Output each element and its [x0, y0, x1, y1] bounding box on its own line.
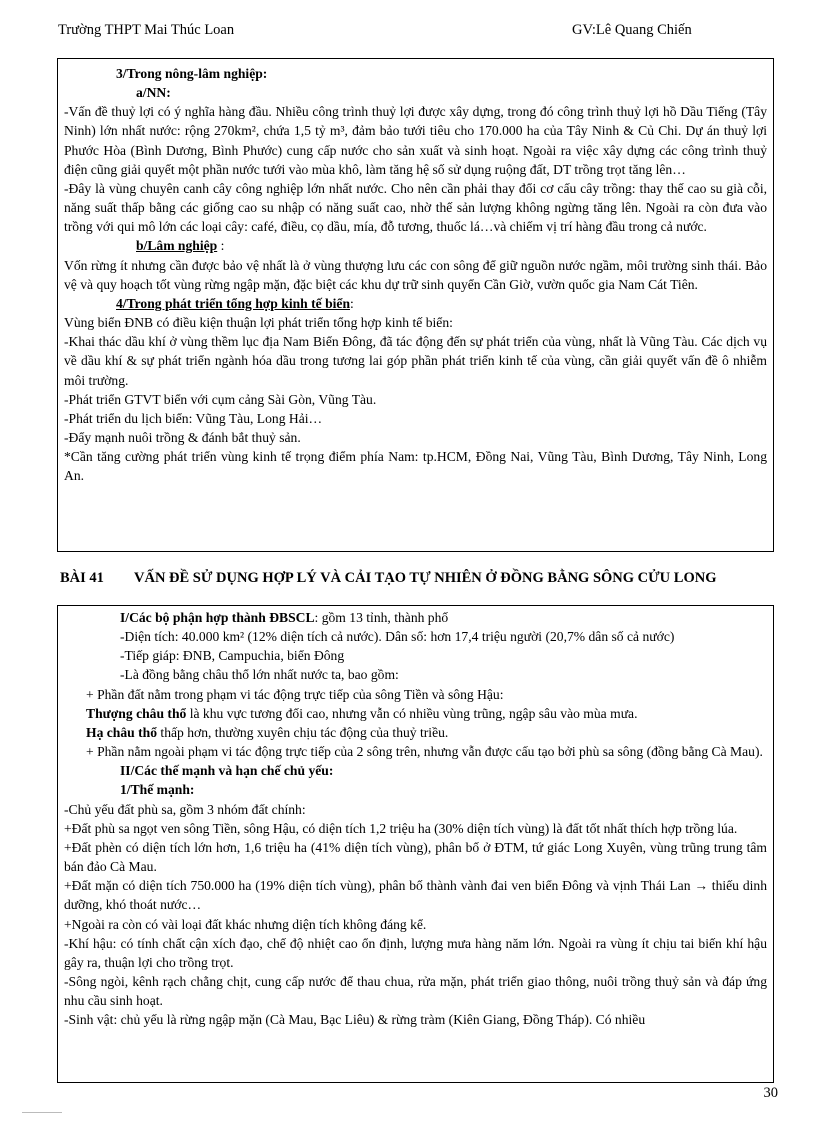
paragraph: -Sông ngòi, kênh rạch chằng chịt, cung cấp nước để thau chua, rửa mặn, phát triển giao thông, nuôi trồng thuỷ sản và đáp ứng nhu cầu sinh hoạt.	[64, 973, 767, 1009]
header-school: Trường THPT Mai Thúc Loan	[58, 22, 235, 38]
paragraph: +Ngoài ra còn có vài loại đất khác nhưng diện tích không đáng kể.	[64, 916, 427, 932]
section-heading-agriculture: 3/Trong nông-lâm nghiệp:	[116, 66, 268, 81]
subheading-forestry-colon: :	[217, 238, 225, 254]
list-item: + Phần nằm ngoài phạm vi tác động trực tiếp của 2 sông trên, nhưng vẫn được cấu tạo bởi phù sa sông (đồng bằng Cà Mau).	[86, 744, 763, 760]
paragraph: -Vấn đề thuỷ lợi có ý nghĩa hàng đầu. Nhiều công trình thuỷ lợi được xây dựng, trong đó công trình thuỷ lợi hồ Dầu Tiếng (Tây Ninh) lớn nhất nước: rộng 270km², chứa 1,5 tỷ m³, đảm bảo tưới tiêu cho 170.000 ha của Tây Ninh & Củ Chi. Dự án thuỷ lợi Phước Hòa (Bình Dương, Bình Phước) cung cấp nước cho sản xuất và sinh hoạt. Ngoài ra việc xây dựng các công trình thuỷ điện cũng giải quyết một phần nước tưới vào mùa khô, làm tăng hệ số sử dụng ruộng đất, DT trồng trọt tăng lên…	[64, 104, 767, 177]
list-item	[64, 723, 767, 742]
paragraph: +Đất phù sa ngọt ven sông Tiền, sông Hậu, có diện tích 1,2 triệu ha (30% diện tích vùng) là đất tốt nhất thích hợp trồng lúa.	[64, 820, 738, 836]
paragraph: -Đẩy mạnh nuôi trồng & đánh bắt thuỷ sản.	[64, 429, 301, 445]
list-item: -Diện tích: 40.000 km² (12% diện tích cả nước). Dân số: hơn 17,4 triệu người (20,7% dân số cả nước)	[120, 629, 675, 645]
term-upper-delta: Thượng châu thổ	[86, 705, 187, 721]
section-heading-strengths: II/Các thế mạnh và hạn chế chủ yếu:	[120, 763, 334, 779]
list-item: -Là đồng bằng châu thổ lớn nhất nước ta, bao gồm:	[120, 667, 399, 683]
content-box-mekong	[57, 605, 774, 1083]
section-heading-marine-colon: :	[350, 295, 354, 311]
list-item: -Tiếp giáp: ĐNB, Campuchia, biển Đông	[120, 648, 345, 664]
paragraph: -Sinh vật: chủ yếu là rừng ngập mặn (Cà Mau, Bạc Liêu) & rừng tràm (Kiên Giang, Đồng Tháp). Có nhiều	[64, 1012, 646, 1028]
subheading-forestry	[64, 236, 767, 255]
lesson-title-text: VẤN ĐỀ SỬ DỤNG HỢP LÝ VÀ CẢI TẠO TỰ NHIÊN Ở ĐỒNG BẰNG SÔNG CỬU LONG	[134, 570, 717, 586]
lesson-number: BÀI 41	[60, 570, 104, 586]
subheading-strengths: 1/Thế mạnh:	[120, 782, 195, 798]
header-teacher: GV:Lê Quang Chiến	[572, 22, 692, 38]
section-heading-components-rest: : gồm 13 tỉnh, thành phố	[314, 610, 449, 625]
subheading-nn: a/NN:	[136, 85, 171, 101]
paragraph: -Khí hậu: có tính chất cận xích đạo, chế độ nhiệt cao ổn định, lượng mưa hàng năm lớn. Ngoài ra vùng ít chịu tai biến khí hậu gây ra, thuận lợi cho trồng trọt.	[64, 935, 767, 970]
paragraph: +Đất phèn có diện tích lớn hơn, 1,6 triệu ha (41% diện tích vùng), phân bố ở ĐTM, tứ giác Long Xuyên, vùng trũng trung tâm bán đảo Cà Mau.	[64, 839, 767, 875]
section-heading-marine-label: 4/Trong phát triển tổng hợp kinh tế biển	[116, 295, 351, 311]
page-number: 30	[763, 1085, 778, 1101]
footer-rule	[22, 1112, 62, 1113]
paragraph: *Cần tăng cường phát triển vùng kinh tế trọng điểm phía Nam: tp.HCM, Đồng Nai, Vũng Tàu, Bình Dương, Tây Ninh, Long An.	[64, 449, 767, 484]
paragraph: Vùng biển ĐNB có điều kiện thuận lợi phát triển tổng hợp kinh tế biển:	[64, 315, 453, 331]
paragraph: -Đây là vùng chuyên canh cây công nghiệp lớn nhất nước. Cho nên cần phải thay đổi cơ cấu cây trồng: thay thế cao su già cỗi, năng suất thấp bằng các giống cao su nhập có năng suất cao, nhờ thế sản lượng không ngừng tăng lên. Ngoài ra còn đưa vào trồng với qui mô lớn các loại cây: café, điều, cọ dầu, mía, đỗ tương, thuốc lá…và chiếm vị trí hàng đầu trong cả nước.	[64, 180, 767, 235]
list-item	[64, 704, 767, 723]
content-box-agriculture	[57, 58, 774, 552]
term-upper-delta-desc: là khu vực tương đối cao, nhưng vẫn có nhiều vùng trũng, ngập sâu vào mùa mưa.	[186, 705, 638, 721]
paragraph: Vốn rừng ít nhưng cần được bảo vệ nhất là ở vùng thượng lưu các con sông để giữ nguồn nước ngầm, môi trường sinh thái. Bảo vệ và quy hoạch tốt vùng rừng ngập mặn, đặc biệt các khu dự trữ sinh quyển Cần Giờ, vườn quốc gia Nam Cát Tiên.	[64, 257, 767, 292]
lesson-title	[60, 570, 716, 587]
section-heading-components-label: I/Các bộ phận hợp thành ĐBSCL	[120, 610, 315, 625]
list-item: + Phần đất nằm trong phạm vi tác động trực tiếp của sông Tiền và sông Hậu:	[86, 686, 504, 702]
section-heading-marine	[64, 294, 767, 313]
paragraph: -Phát triển du lịch biển: Vũng Tàu, Long Hải…	[64, 410, 323, 426]
term-lower-delta: Hạ châu thổ	[86, 724, 158, 740]
section-heading-components	[64, 608, 767, 627]
paragraph: -Khai thác dầu khí ở vùng thềm lục địa Nam Biển Đông, đã tác động đến sự phát triển của vùng, nhất là Vũng Tàu. Các dịch vụ về dầu khí & sự phát triển ngành hóa dầu trong tương lai góp phần phát triển kinh tế của vùng, cần giải quyết vấn đề ô nhiễm môi trường.	[64, 334, 767, 388]
subheading-forestry-label: b/Lâm nghiệp	[136, 238, 218, 254]
paragraph: -Chủ yếu đất phù sa, gồm 3 nhóm đất chính:	[64, 801, 306, 817]
term-lower-delta-desc: thấp hơn, thường xuyên chịu tác động của thuỷ triều.	[157, 724, 449, 740]
paragraph: +Đất mặn có diện tích 750.000 ha (19% diện tích vùng), phân bố thành vành đai ven biển Đông và vịnh Thái Lan → thiếu dinh dưỡng, khó thoát nước…	[64, 878, 767, 913]
paragraph: -Phát triển GTVT biển với cụm cảng Sài Gòn, Vũng Tàu.	[64, 391, 377, 407]
